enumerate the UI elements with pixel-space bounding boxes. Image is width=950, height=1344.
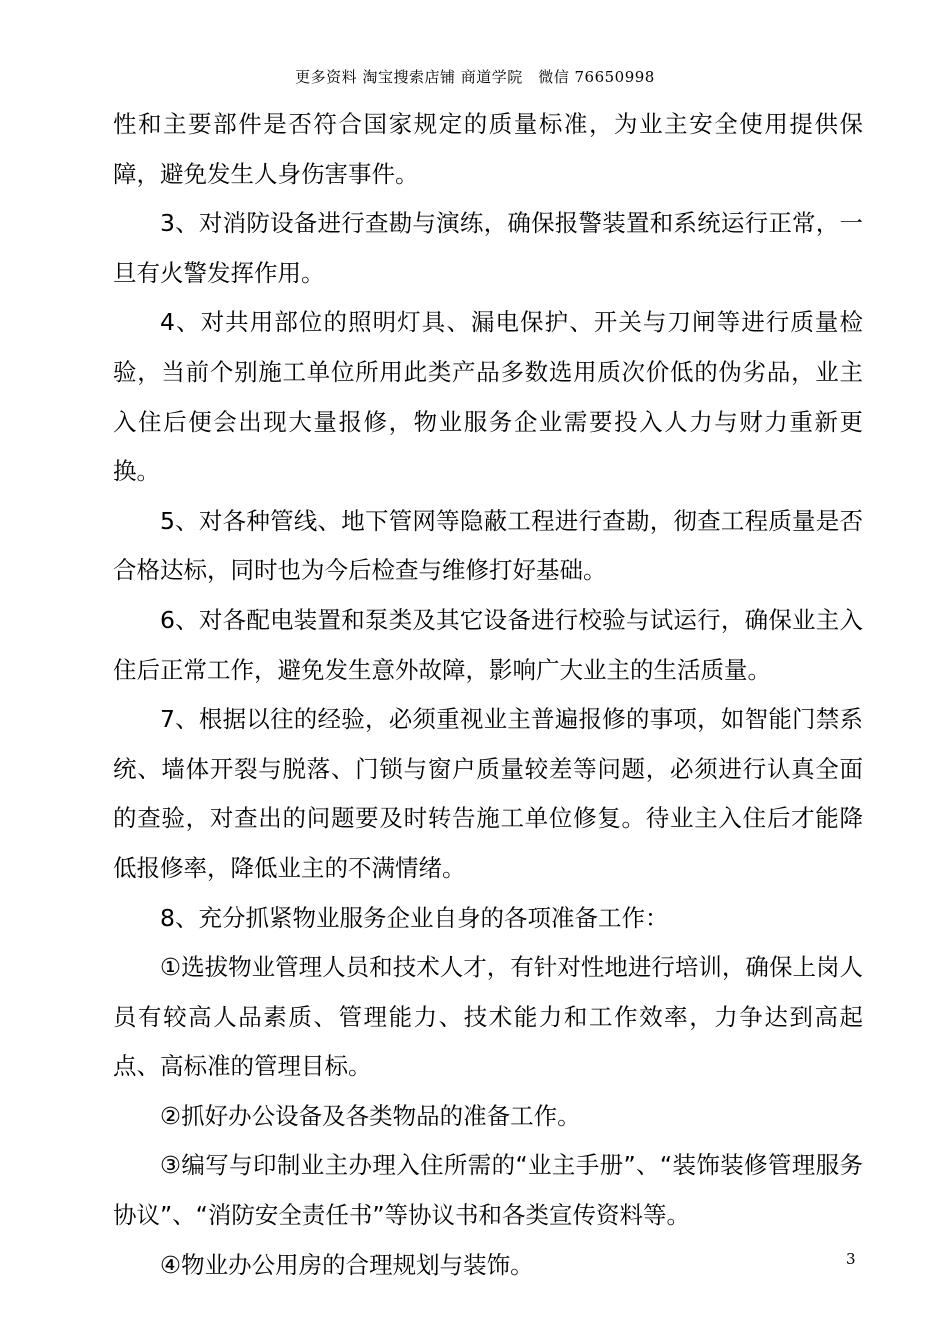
paragraph-item-4: 4、对共用部位的照明灯具、漏电保护、开关与刀闸等进行质量检验，当前个别施工单位所用此类产品多数选用质次价低的伪劣品，业主入住后便会出现大量报修，物业服务企业需要投入人力与财力重新更换。 xyxy=(113,308,863,486)
document-body xyxy=(113,100,863,1290)
paragraph-continuation: 性和主要部件是否符合国家规定的质量标准，为业主安全使用提供保障，避免发生人身伤害事件。 xyxy=(113,110,863,188)
subitem-2: ②抓好办公设备及各类物品的准备工作。 xyxy=(160,1101,581,1130)
page-number: 3 xyxy=(846,1250,856,1268)
paragraph-item-5: 5、对各种管线、地下管网等隐蔽工程进行查勘，彻查工程质量是否合格达标，同时也为今后检查与维修打好基础。 xyxy=(113,506,863,585)
subitem-1: ①选拔物业管理人员和技术人才，有针对性地进行培训，确保上岗人员有较高人品素质、管理能力、技术能力和工作效率，力争达到高起点、高标准的管理目标。 xyxy=(113,953,863,1081)
paragraph-item-7: 7、根据以往的经验，必须重视业主普遍报修的事项，如智能门禁系统、墙体开裂与脱落、门锁与窗户质量较差等问题，必须进行认真全面的查验，对查出的问题要及时转告施工单位修复。待业主入住后才能降低报修率，降低业主的不满情绪。 xyxy=(113,705,863,882)
paragraph-item-3: 3、对消防设备进行查勘与演练，确保报警装置和系统运行正常，一旦有火警发挥作用。 xyxy=(113,209,863,287)
page-header: 更多资料 淘宝搜索店铺 商道学院 微信 76650998 xyxy=(295,68,655,86)
subitem-4: ④物业办公用房的合理规划与装饰。 xyxy=(160,1250,534,1279)
subitem-3: ③编写与印制业主办理入住所需的“业主手册”、“装饰装修管理服务协议”、“消防安全责任书”等协议书和各类宣传资料等。 xyxy=(113,1151,863,1230)
paragraph-item-8: 8、充分抓紧物业服务企业自身的各项准备工作： xyxy=(160,903,669,932)
paragraph-item-6: 6、对各配电装置和泵类及其它设备进行校验与试运行，确保业主入住后正常工作，避免发生意外故障，影响广大业主的生活质量。 xyxy=(113,605,863,684)
